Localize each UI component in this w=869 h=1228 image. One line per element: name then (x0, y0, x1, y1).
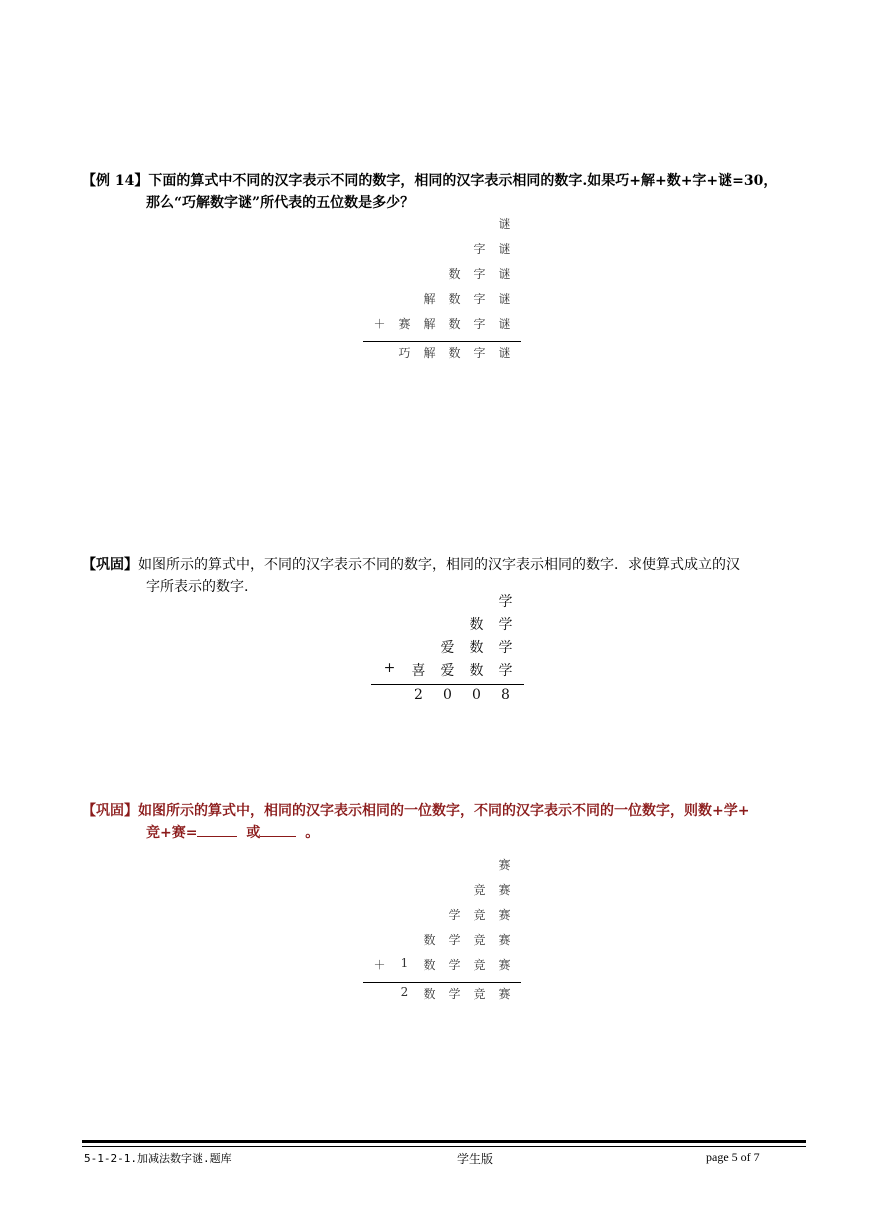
equation-row (367, 315, 567, 337)
equation-sum-line (371, 684, 524, 685)
equation-result-cell: 2 (400, 985, 409, 999)
equation-row (367, 931, 567, 953)
equation-row (367, 265, 567, 287)
equation-result-cell: 数 (423, 987, 436, 1001)
footer-page-number: page 5 of 7 (706, 1150, 760, 1164)
equation-cell: ＋ (373, 317, 386, 331)
consolidate-2 (82, 800, 810, 844)
equation-cell: 解 (423, 317, 436, 331)
equation-result-cell: 字 (473, 346, 486, 360)
example-text-line1: 下面的算式中不同的汉字表示不同的数字，相同的汉字表示相同的数字.如果巧+解+数+字+谜=30， (148, 173, 778, 189)
equation-cell: 学 (498, 617, 513, 633)
equation-cell: 字 (473, 317, 486, 331)
equation-result-cell: 解 (423, 346, 436, 360)
equation-row (375, 660, 575, 682)
equation-result-cell: 0 (443, 687, 452, 703)
equation-cell: 竞 (473, 958, 486, 972)
equation-cell: 数 (469, 617, 484, 633)
consolidate-tag: 【巩固】 (82, 803, 138, 819)
equation-result-cell: 0 (472, 687, 481, 703)
equation-result-row (367, 344, 567, 366)
equation-row (367, 290, 567, 312)
equation-cell: 字 (473, 292, 486, 306)
footer-rule-thick (82, 1140, 806, 1143)
equation-row (367, 906, 567, 928)
example-14 (82, 170, 810, 214)
equation-cell: 学 (448, 908, 461, 922)
equation-result-cell: 赛 (498, 987, 511, 1001)
equation-cell: 数 (423, 958, 436, 972)
equation-result-row (367, 985, 567, 1007)
equation-cell: 喜 (411, 663, 426, 679)
example-text-line2: 那么“巧解数字谜”所代表的五位数是多少？ (146, 195, 415, 211)
consolidate-text-line1: 如图所示的算式中，不同的汉字表示不同的数字，相同的汉字表示相同的数字．求使算式成立的汉 (138, 557, 740, 573)
equation-cell: 字 (473, 242, 486, 256)
equation-result-cell: 谜 (498, 346, 511, 360)
equation-row (367, 240, 567, 262)
equation-cell: 谜 (498, 292, 511, 306)
footer-title: 5-1-2-1.加减法数字谜.题库 (84, 1152, 232, 1165)
footer-rule-thin (82, 1146, 806, 1147)
consolidate-text-line1: 如图所示的算式中，相同的汉字表示相同的一位数字，不同的汉字表示不同的一位数字，则数+学+ (138, 803, 750, 819)
equation-result-cell: 学 (448, 987, 461, 1001)
equation-result-row (375, 687, 575, 709)
equation-cell: 数 (448, 292, 461, 306)
equation-cell: 数 (448, 267, 461, 281)
equation-cell: 爱 (440, 640, 455, 656)
equation-cell: 赛 (398, 317, 411, 331)
equation-cell: 数 (423, 933, 436, 947)
equation-row (375, 637, 575, 659)
answer-blank-2[interactable] (260, 822, 296, 837)
equation-cell: 谜 (498, 217, 511, 231)
equation-row (375, 591, 575, 613)
equation-cell: 数 (448, 317, 461, 331)
equation-cell: 1 (400, 956, 409, 970)
equation-cell: 竞 (473, 908, 486, 922)
equation-cell: 学 (448, 958, 461, 972)
equation-row (367, 881, 567, 903)
consolidate-text-line2: 字所表示的数字. (146, 579, 249, 595)
consolidate-text-line2: 竞+赛= 或 。 (82, 822, 810, 844)
equation-cell: ＋ (373, 958, 386, 972)
equation-cell: 赛 (498, 933, 511, 947)
equation-sum-line (363, 982, 521, 983)
equation-row (375, 614, 575, 636)
consolidate-tag: 【巩固】 (82, 557, 138, 573)
equation-row (367, 215, 567, 237)
equation-cell: 学 (498, 663, 513, 679)
equation-cell: 谜 (498, 267, 511, 281)
equation-cell: 赛 (498, 958, 511, 972)
equation-cell: 学 (498, 594, 513, 610)
equation-cell: + (383, 660, 396, 676)
equation-cell: 数 (469, 640, 484, 656)
equation-cell: 谜 (498, 242, 511, 256)
equation-cell: 爱 (440, 663, 455, 679)
equation-row (367, 856, 567, 878)
example-tag: 【例 14】 (82, 173, 149, 189)
equation-cell: 赛 (498, 908, 511, 922)
equation-cell: 竞 (473, 883, 486, 897)
equation-result-cell: 竞 (473, 987, 486, 1001)
equation-cell: 学 (498, 640, 513, 656)
footer-version: 学生版 (457, 1152, 494, 1166)
equation-cell: 谜 (498, 317, 511, 331)
equation-result-cell: 2 (414, 687, 423, 703)
equation-result-cell: 8 (501, 687, 510, 703)
equation-sum-line (363, 341, 521, 342)
equation-cell: 字 (473, 267, 486, 281)
equation-cell: 解 (423, 292, 436, 306)
equation-cell: 赛 (498, 883, 511, 897)
equation-result-cell: 数 (448, 346, 461, 360)
equation-result-cell: 巧 (398, 346, 411, 360)
equation-row (367, 956, 567, 978)
equation-cell: 竞 (473, 933, 486, 947)
equation-cell: 赛 (498, 858, 511, 872)
equation-cell: 学 (448, 933, 461, 947)
equation-cell: 数 (469, 663, 484, 679)
answer-blank-1[interactable] (197, 822, 237, 837)
